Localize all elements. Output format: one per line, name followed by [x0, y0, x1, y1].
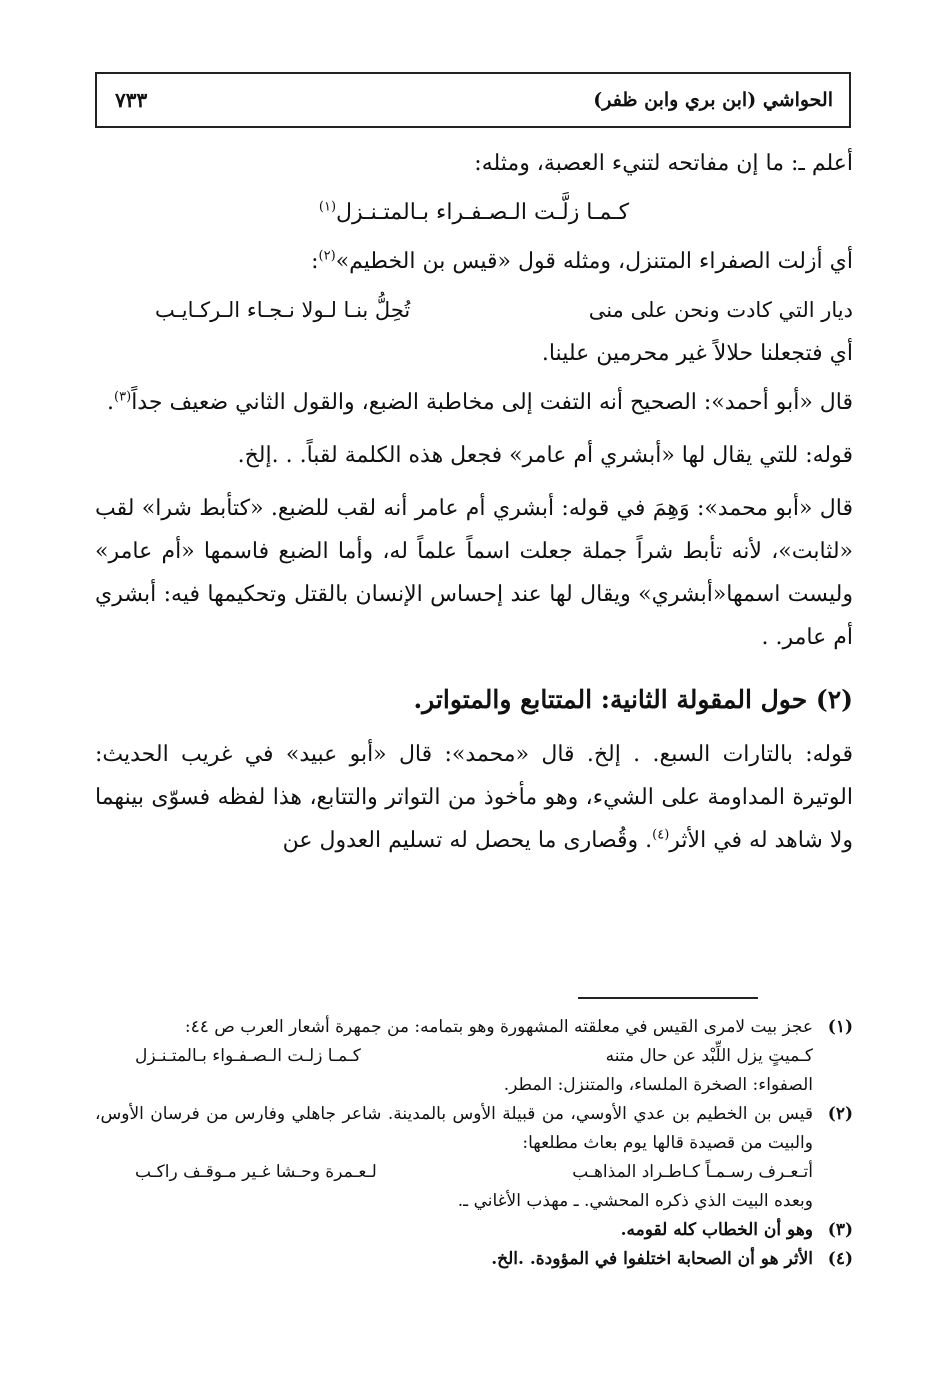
footnote-text: وهو أن الخطاب كله لقومه.: [620, 1220, 813, 1240]
footnote-verse: [95, 1158, 813, 1187]
footnote-number: (٣): [827, 1220, 853, 1240]
footnote-ref: (٣): [114, 389, 132, 405]
verse-second-hemistich: تُحِلُّ بنـا لـولا نـجـاء الـركـايـب: [155, 298, 411, 322]
text-span: أي أزلت الصفراء المتنزل، ومثله قول «قيس بن الخطيم»: [335, 249, 853, 274]
verse-first-hemistich: كـميتٍ يزل اللِّبْد عن حال متنه: [605, 1046, 813, 1066]
footnote-item: [95, 1216, 853, 1245]
footnote-text: وبعده البيت الذي ذكره المحشي. ـ مهذب الأغاني ـ.: [457, 1191, 813, 1211]
text-span: :: [311, 249, 319, 274]
footnote-ref: (٢): [318, 248, 336, 264]
paragraph: [95, 733, 853, 862]
footnote-divider: [578, 997, 758, 999]
verse-couplet: [95, 289, 853, 332]
text-line: أعلم ـ: ما إن مفاتحه لتنيء العصبة، ومثله:: [474, 151, 853, 176]
paragraph: قال «أبو محمد»: وَهِمَ في قوله: أبشري أم عامر أنه لقب للضبع. «كتأبط شرا» لقب «لثابت»، لأنه تأبط شراً جملة جعلت اسماً علماً له، وأما الضبع فاسمها «أم عامر» وليست اسمها«أبشري» ويقال لها عند إحساس الإنسان بالقتل وتحكيمها فيه: أبشري أم عامر. .: [95, 496, 853, 650]
text-line: [95, 240, 853, 283]
footnote-ref: (٤): [652, 827, 670, 843]
text-span: قوله: بالتارات السبع. . إلخ. قال «محمد»: قال «أبو عبيد» في غريب الحديث: الوتيرة المداومة على الشيء، وهو مأخوذ من التواتر والتتابع، هذا لفظه فسوّى بينهما ولا شاهد له في الأثر: [95, 742, 853, 853]
footnote-text: الأثر هو أن الصحابة اختلفوا في المؤودة. .الخ.: [491, 1249, 813, 1269]
footnotes: [95, 1013, 853, 1274]
header-title: الحواشي (ابن بري وابن ظفر): [593, 89, 833, 111]
text-span: .: [107, 390, 115, 415]
text-span: قال «أبو أحمد»: الصحيح أنه التفت إلى مخاطبة الضبع، والقول الثاني ضعيف جداً: [131, 390, 853, 415]
paragraph: قوله: للتي يقال لها «أبشري أم عامر» فجعل هذه الكلمة لقباً. . .إلخ.: [237, 443, 853, 468]
verse-text: كـمـا زلَّـت الـصـفـراء بـالمتـنـزل: [336, 200, 630, 225]
footnote-number: (٤): [827, 1249, 853, 1269]
footnote-text: قيس بن الخطيم بن عدي الأوسي، من قبيلة الأوس بالمدينة. شاعر جاهلي وفارس من فرسان الأوس، والبيت من قصيدة قالها يوم بعاث مطلعها:: [95, 1104, 813, 1153]
footnote-item: [95, 1100, 853, 1216]
footnote-text: الصفواء: الصخرة الملساء، والمتنزل: المطر.: [503, 1075, 813, 1095]
footnote-item: [95, 1013, 853, 1100]
footnote-text: عجز بيت لامرى القيس في معلقته المشهورة وهو بتمامه: من جمهرة أشعار العرب ص ٤٤:: [184, 1017, 813, 1037]
verse-first-hemistich: أتـعـرف رسـمـاً كـاطـراد المذاهـب: [572, 1162, 813, 1182]
main-text: [95, 142, 853, 862]
footnote-number: (١): [827, 1017, 853, 1037]
verse-second-hemistich: كـمـا زلـت الـصـفـواء بـالمتـنـزل: [135, 1046, 361, 1066]
verse-second-hemistich: لـعـمرة وحـشا غـير مـوقـف راكـب: [135, 1162, 377, 1182]
running-header: [95, 72, 851, 128]
text-line: أي فتجعلنا حلالاً غير محرمين علينا.: [541, 341, 853, 366]
footnote-verse: [95, 1042, 813, 1071]
section-heading: (٢) حول المقولة الثانية: المتتابع والمتواتر.: [413, 685, 853, 714]
verse-quote: [95, 191, 853, 234]
footnote-number: (٢): [827, 1104, 853, 1124]
verse-first-hemistich: ديار التي كادت ونحن على منى: [588, 298, 853, 322]
paragraph: [95, 381, 853, 424]
footnote-item: [95, 1245, 853, 1274]
page-number: ٧٣٣: [115, 88, 148, 112]
text-span: . وقُصارى ما يحصل له تسليم العدول عن: [282, 828, 653, 853]
footnote-ref: (١): [318, 199, 337, 215]
